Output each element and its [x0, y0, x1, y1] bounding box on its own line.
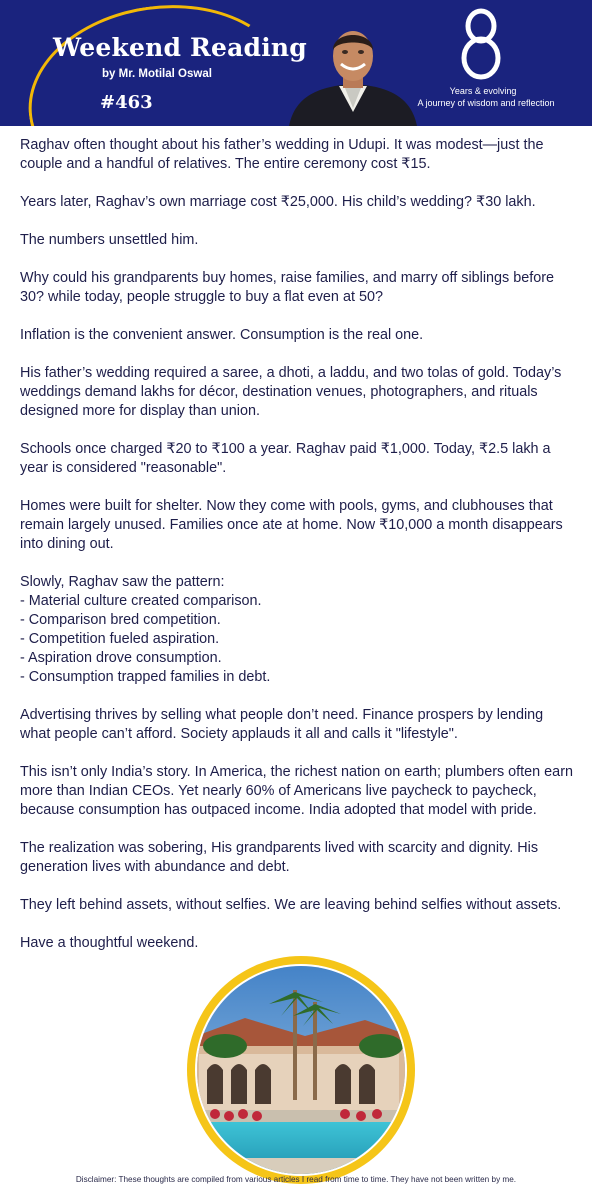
paragraph: The numbers unsettled him.	[20, 232, 199, 248]
pattern-intro: Slowly, Raghav saw the pattern:	[20, 574, 225, 590]
closing-line: Have a thoughtful weekend.	[20, 935, 199, 951]
author-portrait	[283, 20, 423, 126]
paragraph: Homes were built for shelter. Now they come with pools, gyms, and clubhouses that remain largely unused. Families once ate at home. Now ₹10,000 a month disappears into dining out.	[20, 498, 563, 552]
paragraph: This isn’t only India’s story. In America, the richest nation on earth; plumbers often earn more than Indian CEOs. Yet nearly 60% of Americans live paycheck to paycheck, because consumption has outpaced income. India adopted that model with pride.	[20, 764, 573, 818]
paragraph: Inflation is the convenient answer. Consumption is the real one.	[20, 327, 424, 343]
list-item: - Consumption trapped families in debt.	[20, 669, 271, 685]
paragraph: The realization was sobering, His grandparents lived with scarcity and dignity. His generation lives with abundance and debt.	[20, 840, 539, 875]
paragraph: Schools once charged ₹20 to ₹100 a year. Raghav paid ₹1,000. Today, ₹2.5 lakh a year is considered "reasonable".	[20, 441, 551, 476]
paragraph: Advertising thrives by selling what people don’t need. Finance prospers by lending what people can’t afford. Society applauds it all and calls it "lifestyle".	[20, 707, 544, 742]
paragraph: His father’s wedding required a saree, a dhoti, a laddu, and two tolas of gold. Today’s weddings demand lakhs for décor, destination venues, photographers, and rituals designed more for display than union.	[20, 365, 562, 419]
villa-pool-image	[185, 954, 417, 1186]
list-item: - Aspiration drove consumption.	[20, 650, 222, 666]
list-item: - Competition fueled aspiration.	[20, 631, 220, 647]
disclaimer: Disclaimer: These thoughts are compiled from various articles I read from time to time. They have not been written by me.	[75, 1175, 517, 1184]
header-title: Weekend Reading	[53, 33, 307, 62]
paragraph: Raghav often thought about his father’s wedding in Udupi. It was modest—just the couple and a handful of relatives. The entire ceremony cost ₹15.	[20, 137, 544, 172]
decorative-swoosh	[16, 0, 303, 126]
article-body	[20, 136, 576, 972]
years-evolving-text: Years & evolving	[449, 86, 517, 96]
paragraph: Years later, Raghav’s own marriage cost ₹25,000. His child’s wedding? ₹30 lakh.	[20, 194, 536, 210]
list-item: - Material culture created comparison.	[20, 593, 262, 609]
issue-number: #463	[100, 92, 153, 113]
list-item: - Comparison bred competition.	[20, 612, 221, 628]
paragraph: Why could his grandparents buy homes, raise families, and marry off siblings before 30? while today, people struggle to buy a flat even at 50?	[20, 270, 555, 305]
paragraph: They left behind assets, without selfies. We are leaving behind selfies without assets.	[20, 897, 562, 913]
eight-years-logo	[455, 6, 507, 82]
header-byline: by Mr. Motilal Oswal	[102, 68, 212, 80]
tagline-text: A journey of wisdom and reflection	[417, 98, 555, 108]
pattern-list	[20, 592, 576, 687]
header-banner	[0, 0, 592, 126]
